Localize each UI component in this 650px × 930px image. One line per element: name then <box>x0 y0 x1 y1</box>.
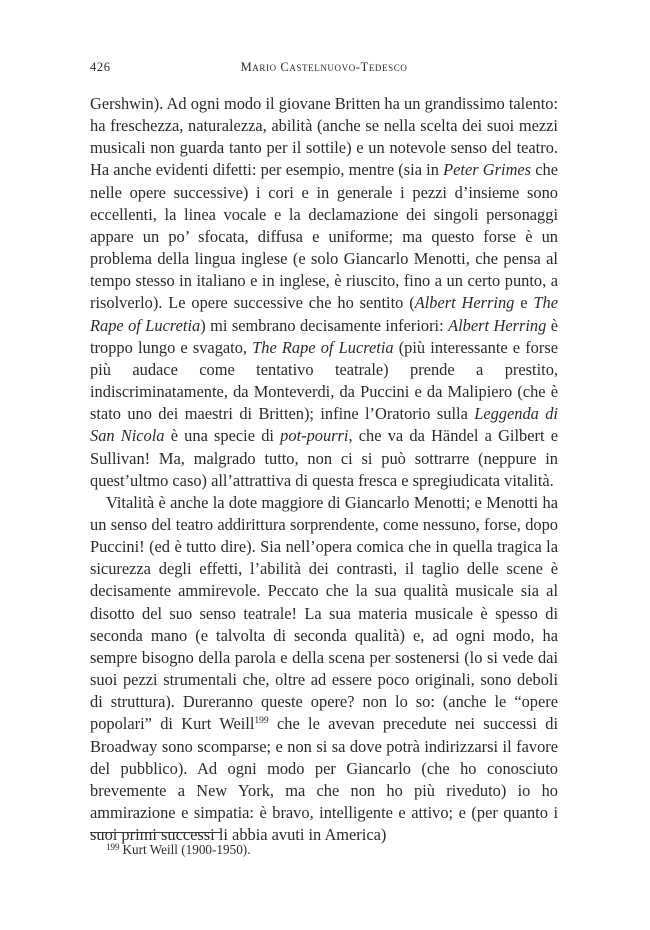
page-number: 426 <box>90 60 111 74</box>
footnote <box>106 842 251 858</box>
footnote-divider <box>90 832 221 833</box>
paragraph <box>90 492 558 847</box>
work-title: The Rape of Lucretia <box>90 293 558 335</box>
text-run: che le avevan precedute nei successi di Broadway sono scomparse; e non si sa dove potrà indirizzarsi il favore del pubblico). Ad ogni modo per Giancarlo (che ho conosciuto brevemente a New York, ma che non ho più riveduto) io ho ammirazione e simpatia: è bravo, intelligente e attivo; e (per quanto i suoi primi successi li abbia avuti in America) <box>90 714 558 845</box>
text-run: , che va da Händel a Gilbert e Sullivan! Ma, malgrado tutto, non ci si può sottrarre (neppure in quest’ultmo caso) all’attrattiva di questa fresca e spregiudicata vitalità. <box>90 426 558 490</box>
body-text <box>90 93 558 846</box>
text-run: che nelle opere successive) i cori e in generale i pezzi d’insieme sono eccellenti, la linea vocale e la declamazione dei singoli personaggi appare un po’ sfocata, diffusa e uniforme; ma questo forse è un problema della lingua inglese (e solo Giancarlo Menotti, che pensa al tempo stesso in italiano e in inglese, è riuscito, fino a un certo punto, a risolverlo). Le opere successive che ho sentito ( <box>90 160 558 313</box>
work-title: Peter Grimes <box>443 160 532 180</box>
running-head: Mario Castelnuovo-Tedesco <box>240 60 408 74</box>
text-run: Gershwin). Ad ogni modo il giovane Britten ha un grandissimo talento: ha freschezza, naturalezza, abilità (anche se nella scelta dei suoi mezzi musicali non guarda tanto per il sottile) e un notevole senso del teatro. Ha anche evidenti difetti: per esempio, mentre (sia in <box>90 94 558 180</box>
work-title: The Rape of Lucretia <box>252 337 394 357</box>
text-run: ) mi sembrano decisamente inferiori: <box>200 315 449 335</box>
footnote-number: 199 <box>106 842 120 852</box>
paragraph <box>90 93 558 492</box>
text-run: (più interessante e forse più audace come tentativo teatrale) prende a prestito, indiscriminatamente, da Monteverdi, da Puccini e da Malipiero (che è stato uno dei maestri di Britten); infine l’Oratorio sulla <box>90 337 558 424</box>
text-run: e <box>514 293 534 313</box>
work-title: Albert Herring <box>414 293 515 313</box>
footnote-text: Kurt Weill (1900-1950). <box>122 842 251 857</box>
page-header <box>90 60 558 78</box>
text-run: Vitalità è anche la dote maggiore di Giancarlo Menotti; e Menotti ha un senso del teatro addirittura sorprendente, come nessuno, forse, dopo Puccini! (ed è tutto dire). Sia nell’opera comica che in quella tragica la sicurezza degli effetti, l’abilità dei contrasti, il taglio delle scene è decisamente ammirevole. Peccato che la sua qualità musicale sia al disotto del suo senso teatrale! La sua materia musicale è spesso di seconda mano (e talvolta di seconda qualità) e, ad ogni modo, ha sempre bisogno della parola e della scena per sostenersi (lo si vede dai suoi pezzi strumentali che, oltre ad essere poco originali, sono deboli di struttura). Dureranno queste opere? non lo so: (anche le “opere popolari” di Kurt Weill <box>90 492 558 734</box>
work-title: Leggenda di San Nicola <box>90 404 558 446</box>
text-run: è una specie di <box>164 426 281 446</box>
footnote-reference[interactable]: 199 <box>254 716 269 727</box>
work-title: Albert Herring <box>448 315 547 335</box>
text-run: è troppo lungo e svagato, <box>90 315 559 357</box>
foreign-term: pot-pourri <box>280 426 349 446</box>
